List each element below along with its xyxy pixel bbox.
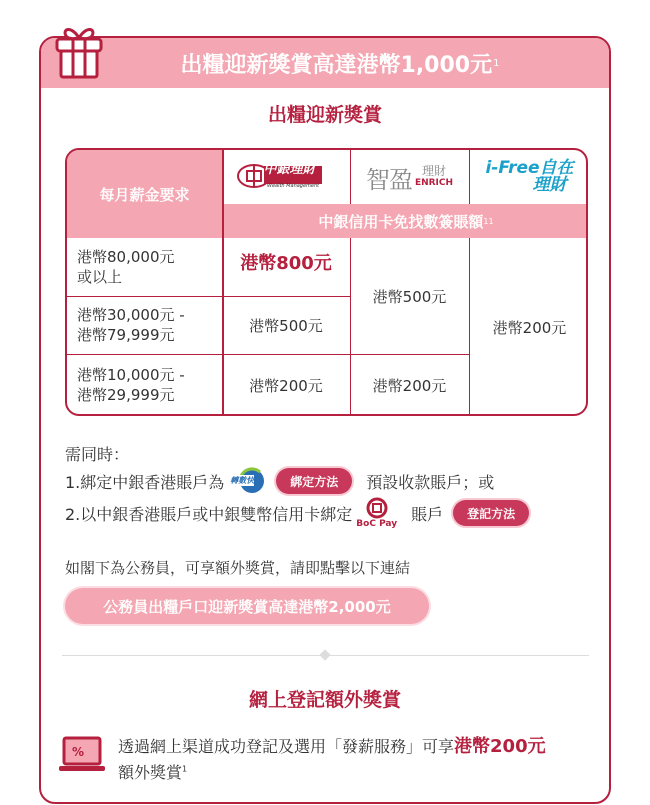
salary-row-1 <box>77 238 222 296</box>
fps-logo-text: 轉數快 <box>230 476 255 485</box>
ifree-logo <box>469 150 588 204</box>
online-text-post: 額外獎賞 <box>118 762 183 782</box>
salary-row-2 <box>77 296 222 354</box>
ifree-logo-c: 理財 <box>532 175 567 195</box>
bocpay-logo <box>356 497 397 529</box>
salary-row-3-a: 港幣10,000元 - <box>77 365 185 384</box>
salary-row-1-a: 港幣80,000元 <box>77 247 175 266</box>
civil-servant-button[interactable]: 公務員出糧戶口迎新獎賞高達港幣2,000元 <box>65 588 429 624</box>
ifree-value-all: 港幣200元 <box>492 318 567 337</box>
online-footnote: 1 <box>182 764 188 774</box>
ifree-logo-b: 自在 <box>539 158 574 178</box>
card-credit-subheader <box>222 204 588 238</box>
subheader-text: 中銀信用卡免找數簽賬額 <box>318 212 484 231</box>
enrich-value-r3: 港幣200元 <box>372 376 447 395</box>
enrich-value-r12: 港幣500元 <box>372 287 447 306</box>
condition-1-post: 預設收款賬戶；或 <box>366 472 495 492</box>
civil-servant-text: 如閣下為公務員，可享額外獎賞，請即點擊以下連結 <box>65 558 411 577</box>
condition-line-1 <box>65 466 494 496</box>
enrich-logo-en: ENRICH <box>414 177 454 188</box>
enrich-logo-sub: 理財 <box>421 164 446 179</box>
wealth-value-r3: 港幣200元 <box>249 376 323 395</box>
salary-row-1-b: 或以上 <box>77 268 123 286</box>
subheader-note: 11 <box>483 216 494 226</box>
condition-line-2 <box>65 494 529 532</box>
banner-footnote: 1 <box>493 57 500 69</box>
wealth-logo-en: Wealth Management <box>267 183 320 189</box>
gift-icon <box>52 24 106 80</box>
bind-method-button[interactable]: 綁定方法 <box>276 468 352 494</box>
online-register-text <box>118 733 588 786</box>
wealth-value-r2: 港幣500元 <box>249 316 323 335</box>
online-text-pre: 透過網上渠道成功登記及選用「發薪服務」可享 <box>118 737 455 756</box>
reward-table <box>65 148 588 416</box>
register-method-button[interactable]: 登記方法 <box>453 500 529 526</box>
banner-title: 出糧迎新獎賞高達港幣1,000元 <box>180 52 493 78</box>
condition-1-text: 1.綁定中銀香港賬戶為 <box>65 472 225 492</box>
salary-row-2-b: 港幣79,999元 <box>77 326 175 344</box>
ifree-logo-a: i-Free <box>485 158 540 178</box>
enrich-logo <box>350 150 469 204</box>
laptop-icon <box>58 736 106 774</box>
online-text-amount: 港幣200元 <box>454 736 546 757</box>
enrich-logo-cn: 智盈 <box>365 165 412 194</box>
bocpay-label: BoC Pay <box>356 519 398 529</box>
section-title-online: 網上登記額外獎賞 <box>248 689 401 711</box>
svg-text:%: % <box>72 745 85 759</box>
salary-row-2-a: 港幣30,000元 - <box>77 305 185 324</box>
promo-banner <box>41 38 609 88</box>
wealth-value-r1: 港幣800元 <box>240 253 332 274</box>
conditions-heading: 需同時： <box>65 444 130 464</box>
fps-logo-icon <box>230 466 268 496</box>
condition-2-text: 2.以中銀香港賬戶或中銀雙幣信用卡綁定 <box>65 504 353 524</box>
section-title-welcome: 出糧迎新獎賞 <box>267 104 382 126</box>
bocpay-icon <box>366 497 388 519</box>
wealth-logo-text: 中銀理財 <box>263 162 316 177</box>
salary-row-3-b: 港幣29,999元 <box>77 386 175 404</box>
salary-header: 每月薪金要求 <box>67 150 222 238</box>
condition-2-post: 賬戶 <box>411 504 444 524</box>
salary-row-3 <box>77 354 222 416</box>
